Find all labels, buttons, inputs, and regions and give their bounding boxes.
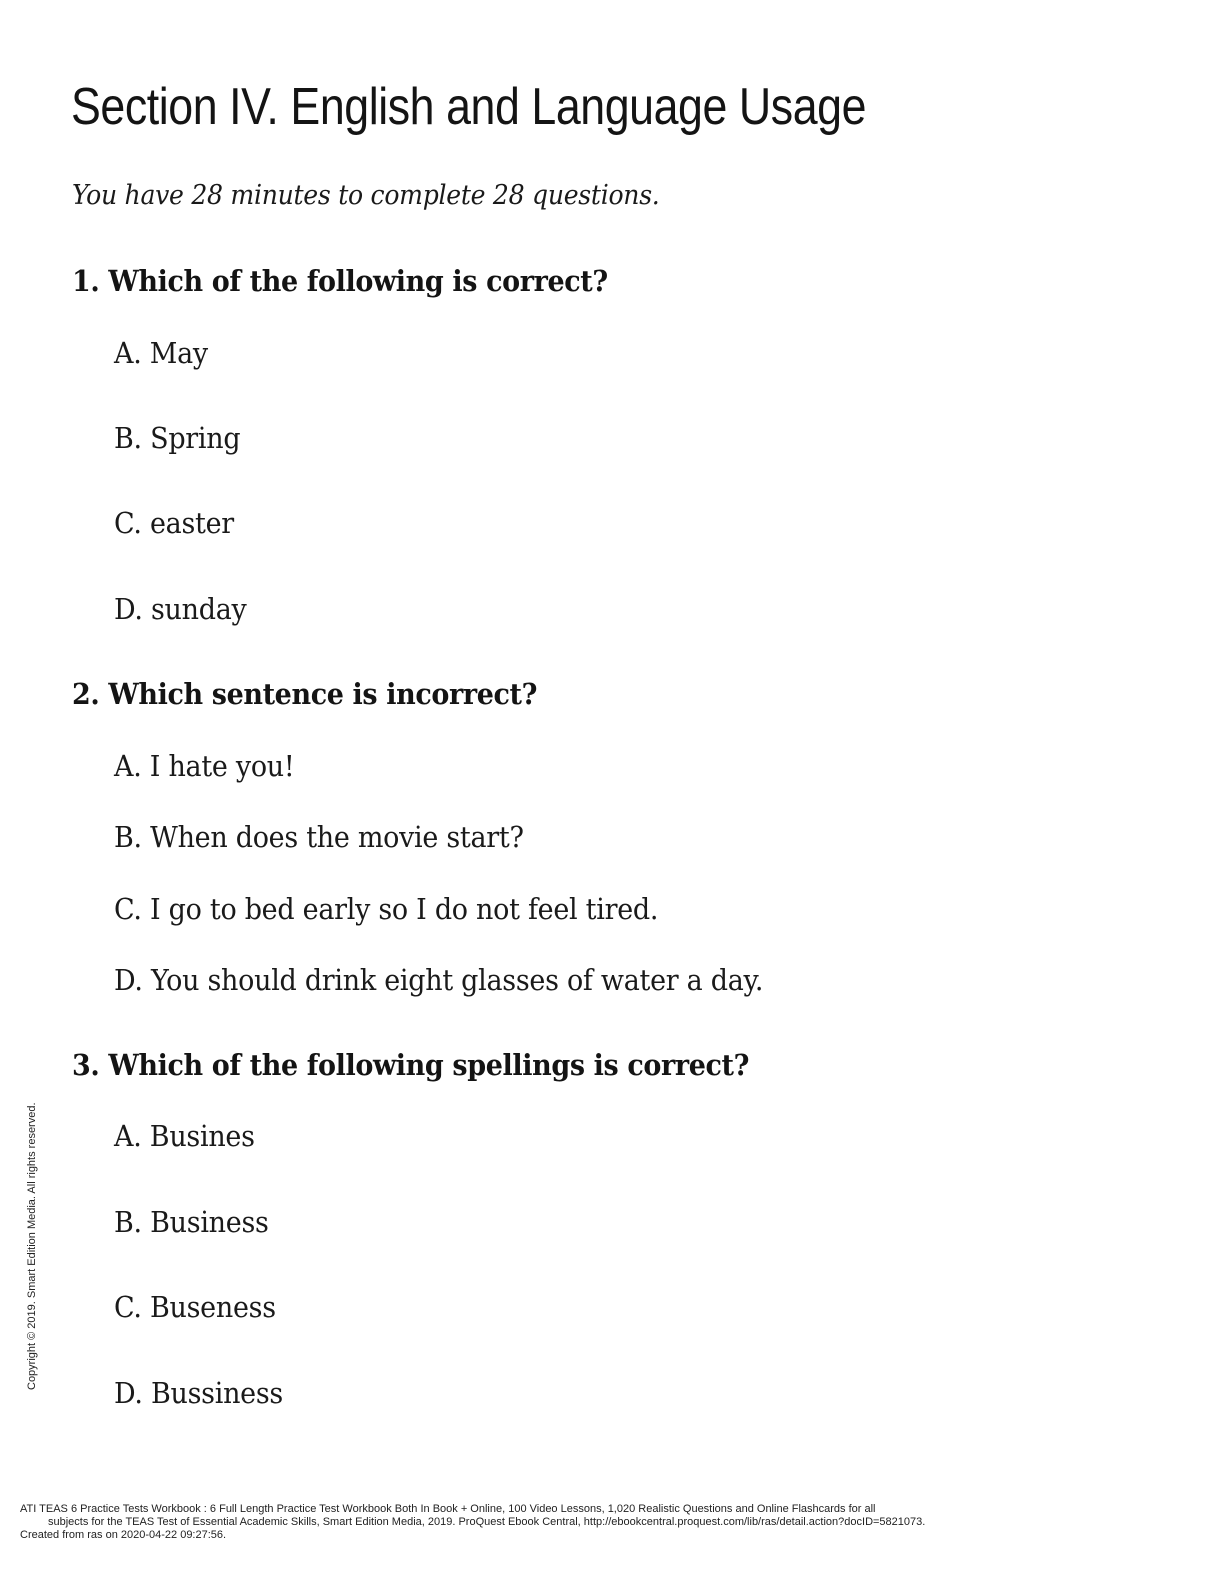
question-3-prompt: 3. Which of the following spellings is correct? bbox=[72, 1048, 750, 1082]
question-3-option-b[interactable]: B. Business bbox=[114, 1205, 269, 1239]
question-2-option-c[interactable]: C. I go to bed early so I do not feel tired. bbox=[114, 892, 659, 926]
page-title: Section IV. English and Language Usage bbox=[71, 78, 867, 136]
question-1-option-d[interactable]: D. sunday bbox=[114, 592, 247, 626]
footer-citation-line-1: ATI TEAS 6 Practice Tests Workbook : 6 Full Length Practice Test Workbook Both In Book + Online, 100 Video Lessons, 1,020 Realistic Questions and Online Flashcards for all bbox=[20, 1503, 876, 1515]
question-2-prompt: 2. Which sentence is incorrect? bbox=[72, 677, 538, 711]
instructions-text: You have 28 minutes to complete 28 questions. bbox=[72, 180, 660, 211]
question-1-option-c[interactable]: C. easter bbox=[114, 506, 234, 540]
question-3-option-d[interactable]: D. Bussiness bbox=[114, 1376, 283, 1410]
question-3-option-c[interactable]: C. Buseness bbox=[114, 1290, 276, 1324]
question-1-prompt: 1. Which of the following is correct? bbox=[72, 264, 608, 298]
question-1-option-a[interactable]: A. May bbox=[114, 336, 208, 370]
footer-created-line: Created from ras on 2020-04-22 09:27:56. bbox=[20, 1529, 227, 1541]
question-3-option-a[interactable]: A. Busines bbox=[114, 1119, 255, 1153]
page-footer bbox=[20, 1503, 925, 1542]
question-2-option-b[interactable]: B. When does the movie start? bbox=[114, 820, 524, 854]
copyright-notice: Copyright © 2019. Smart Edition Media. All rights reserved. bbox=[26, 1102, 38, 1390]
question-2-option-d[interactable]: D. You should drink eight glasses of water a day. bbox=[114, 963, 764, 997]
footer-citation-line-2: subjects for the TEAS Test of Essential Academic Skills, Smart Edition Media, 2019. ProQuest Ebook Central, http://ebookcentral.proquest.com/lib/ras/detail.action?docID=5821073. bbox=[48, 1516, 926, 1528]
question-1-option-b[interactable]: B. Spring bbox=[114, 421, 241, 455]
question-2-option-a[interactable]: A. I hate you! bbox=[114, 749, 295, 783]
